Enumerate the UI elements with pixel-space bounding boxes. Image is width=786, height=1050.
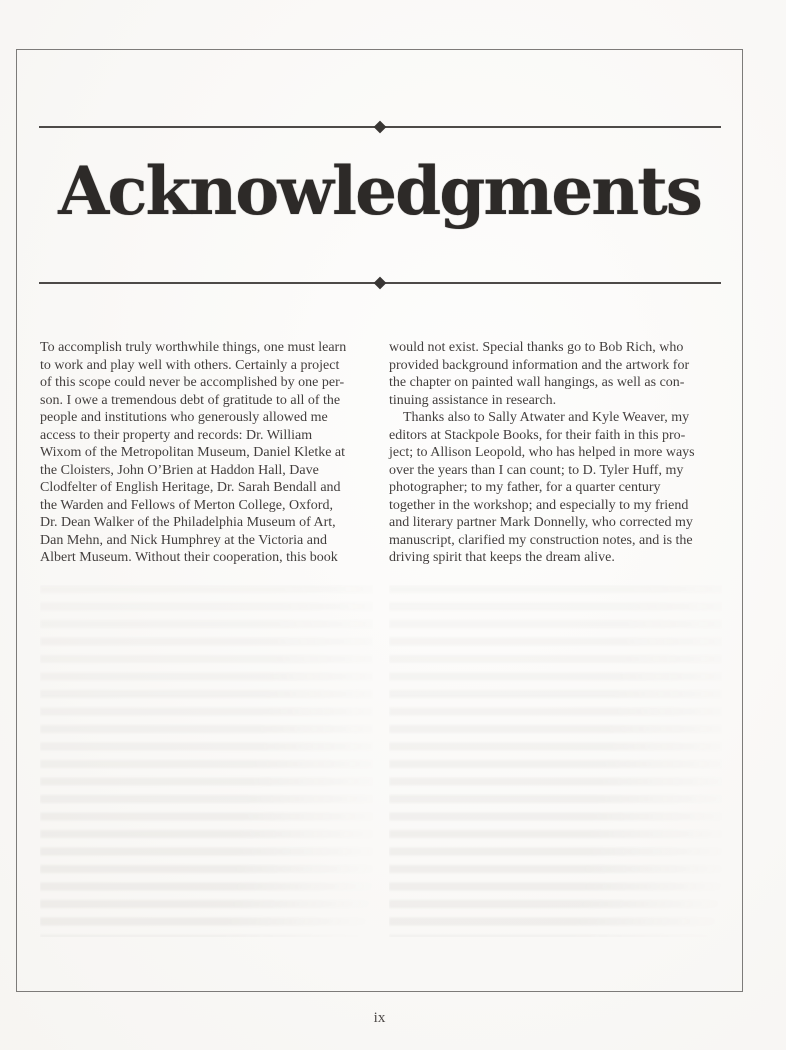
text-line: the Warden and Fellows of Merton College, Oxford,: [40, 497, 333, 513]
decorative-rule-bottom: [39, 282, 721, 284]
text-line: Clodfelter of English Heritage, Dr. Sarah Bendall and: [40, 480, 341, 495]
text-line: of this scope could never be accomplished by one per-: [40, 375, 345, 390]
text-line: photographer; to my father, for a quarter century: [389, 480, 661, 495]
text-line: Dan Mehn, and Nick Humphrey at the Victoria and: [40, 532, 327, 548]
right-column: [389, 339, 722, 567]
text-line: together in the workshop; and especially to my friend: [389, 497, 689, 513]
text-line: people and institutions who generously allowed me: [40, 410, 328, 425]
text-line: Wixom of the Metropolitan Museum, Daniel Kletke at: [40, 445, 346, 460]
page-title: Acknowledgments: [58, 152, 701, 230]
bleed-through-text-left: [40, 585, 373, 937]
text-line: driving spirit that keeps the dream alive.: [389, 550, 615, 565]
bleed-through-text-right: [389, 585, 722, 937]
text-line: editors at Stackpole Books, for their faith in this pro-: [389, 427, 686, 443]
text-line: the chapter on painted wall hangings, as well as con-: [389, 375, 685, 390]
text-line: access to their property and records: Dr. William: [40, 427, 313, 443]
text-line: would not exist. Special thanks go to Bob Rich, who: [389, 340, 684, 355]
page-number: ix: [373, 1010, 386, 1026]
text-line: and literary partner Mark Donnelly, who corrected my: [389, 515, 693, 530]
text-columns: [40, 339, 722, 567]
left-column: [40, 339, 373, 567]
text-line: tinuing assistance in research.: [389, 392, 557, 408]
text-line: Albert Museum. Without their cooperation, this book: [40, 550, 338, 565]
text-line: ject; to Allison Leopold, who has helped in more ways: [389, 445, 695, 460]
text-line: son. I owe a tremendous debt of gratitude to all of the: [40, 392, 341, 408]
text-line: the Cloisters, John O’Brien at Haddon Hall, Dave: [40, 462, 319, 478]
text-line: provided background information and the artwork for: [389, 357, 690, 373]
text-line: manuscript, clarified my construction notes, and is the: [389, 532, 693, 548]
text-line: over the years than I can count; to D. Tyler Huff, my: [389, 462, 684, 478]
text-line: Dr. Dean Walker of the Philadelphia Museum of Art,: [40, 515, 336, 530]
text-line: To accomplish truly worthwhile things, one must learn: [40, 340, 347, 355]
text-line: to work and play well with others. Certainly a project: [40, 357, 340, 373]
text-line: Thanks also to Sally Atwater and Kyle Weaver, my: [403, 410, 690, 425]
decorative-rule-top: [39, 126, 721, 128]
